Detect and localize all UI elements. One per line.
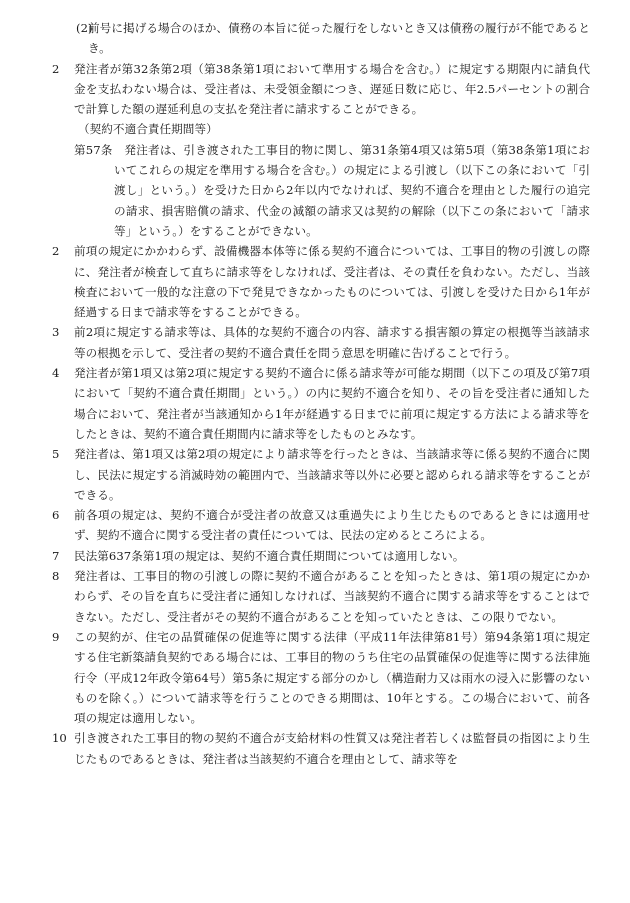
clause-item [52, 241, 590, 322]
clause-item [52, 505, 590, 546]
item-text: 発注者は、工事目的物の引渡しの際に契約不適合があることを知ったときは、第1項の規定にかかわらず、その旨を直ちに受注者に通知しなければ、当該契約不適合に関する請求等をすることはできない。ただし、受注者がその契約不適合があることを知っていたときは、この限りでない。 [74, 569, 590, 624]
item-text: 前項の規定にかかわらず、設備機器本体等に係る契約不適合については、工事目的物の引渡しの際に、発注者が検査して直ちに請求等をしなければ、受注者は、その責任を負わない。ただし、当該検査において一般的な注意の下で発見できなかったものについては、引渡しを受けた日から1年が経過する日まで請求等をすることができる。 [74, 244, 590, 320]
item-text: 発注者が第1項又は第2項に規定する契約不適合に係る請求等が可能な期間（以下この項及び第7項において「契約不適合責任期間」という。）の内に契約不適合を知り、その旨を受注者に通知した場合において、発注者が当該通知から1年が経過する日までに前項に規定する方法による請求等をしたときは、契約不適合責任期間内に請求等をしたものとみなす。 [74, 366, 590, 441]
clause-item [52, 363, 590, 444]
item-number: 5 [52, 447, 60, 462]
item-text: 発注者が第32条第2項（第38条第1項において準用する場合を含む。）に規定する期限内に請負代金を支払わない場合は、受注者は、未受領金額につき、遅延日数に応じ、年2.5パーセントの割合で計算した額の遅延利息の支払を発注者に請求することができる。 [74, 61, 590, 117]
clause-item [52, 566, 590, 627]
item-text: 前各項の規定は、契約不適合が受注者の故意又は重過失により生じたものであるときには適用せず、契約不適合に関する受注者の責任については、民法の定めるところによる。 [74, 508, 590, 543]
clause-item [52, 728, 590, 769]
subitem-text: 前号に掲げる場合のほか、債務の本旨に従った履行をしないとき又は債務の履行が不能であるとき。 [88, 21, 590, 56]
clause-item [52, 546, 590, 566]
clause-item [52, 444, 590, 505]
item-number: 6 [52, 508, 60, 523]
article-heading: （契約不適合責任期間等） [78, 122, 218, 137]
clause-item [52, 322, 590, 363]
item-text: 発注者は、第1項又は第2項の規定により請求等を行ったときは、当該請求等に係る契約不適合に関し、民法に規定する消滅時効の範囲内で、当該請求等以外に必要と認められる請求等をすることができる。 [74, 447, 590, 502]
item-text: この契約が、住宅の品質確保の促進等に関する法律（平成11年法律第81号）第94条第1項に規定する住宅新築請負契約である場合には、工事目的物のうち住宅の品質確保の促進等に関する法律施行令（平成12年政令第64号）第5条に規定する部分のかし（構造耐力又は雨水の浸入に影響のないものを除く。）について請求等を行うことのできる期間は、10年とする。この場合において、前各項の規定は適用しない。 [74, 629, 590, 726]
item-number: 8 [52, 569, 60, 584]
item-text: 前2項に規定する請求等は、具体的な契約不適合の内容、請求する損害額の算定の根拠等当該請求等の根拠を示して、受注者の契約不適合責任を問う意思を明確に告げることで行う。 [74, 325, 590, 360]
item-text: 引き渡された工事目的物の契約不適合が支給材料の性質又は発注者若しくは監督員の指図により生じたものであるときは、発注者は当該契約不適合を理由として、請求等を [74, 731, 590, 766]
item-number: 4 [52, 366, 60, 381]
subitem-2 [52, 18, 590, 59]
subitem-number: (2) [76, 21, 93, 35]
clause-item [52, 627, 590, 728]
item-number: 9 [52, 629, 60, 644]
item-number: 2 [52, 244, 60, 259]
article-number: 第57条 [74, 142, 113, 157]
article-body [74, 140, 590, 241]
item-number: 10 [52, 731, 67, 746]
clause-item [52, 59, 590, 120]
article-57 [52, 140, 590, 241]
item-number: 7 [52, 548, 60, 563]
item-number: 3 [52, 325, 60, 340]
article-text: 発注者は、引き渡された工事目的物に関し、第31条第4項又は第5項（第38条第1項においてこれらの規定を準用する場合を含む。）の規定による引渡し（以下この条において「引渡し」という。）を受けた日から2年以内でなければ、契約不適合を理由とした履行の追完の請求、損害賠償の請求、代金の減額の請求又は契約の解除（以下この条において「請求等」という。）をすることができない。 [114, 142, 590, 238]
item-number: 2 [52, 61, 60, 76]
item-text: 民法第637条第1項の規定は、契約不適合責任期間については適用しない。 [74, 548, 465, 563]
